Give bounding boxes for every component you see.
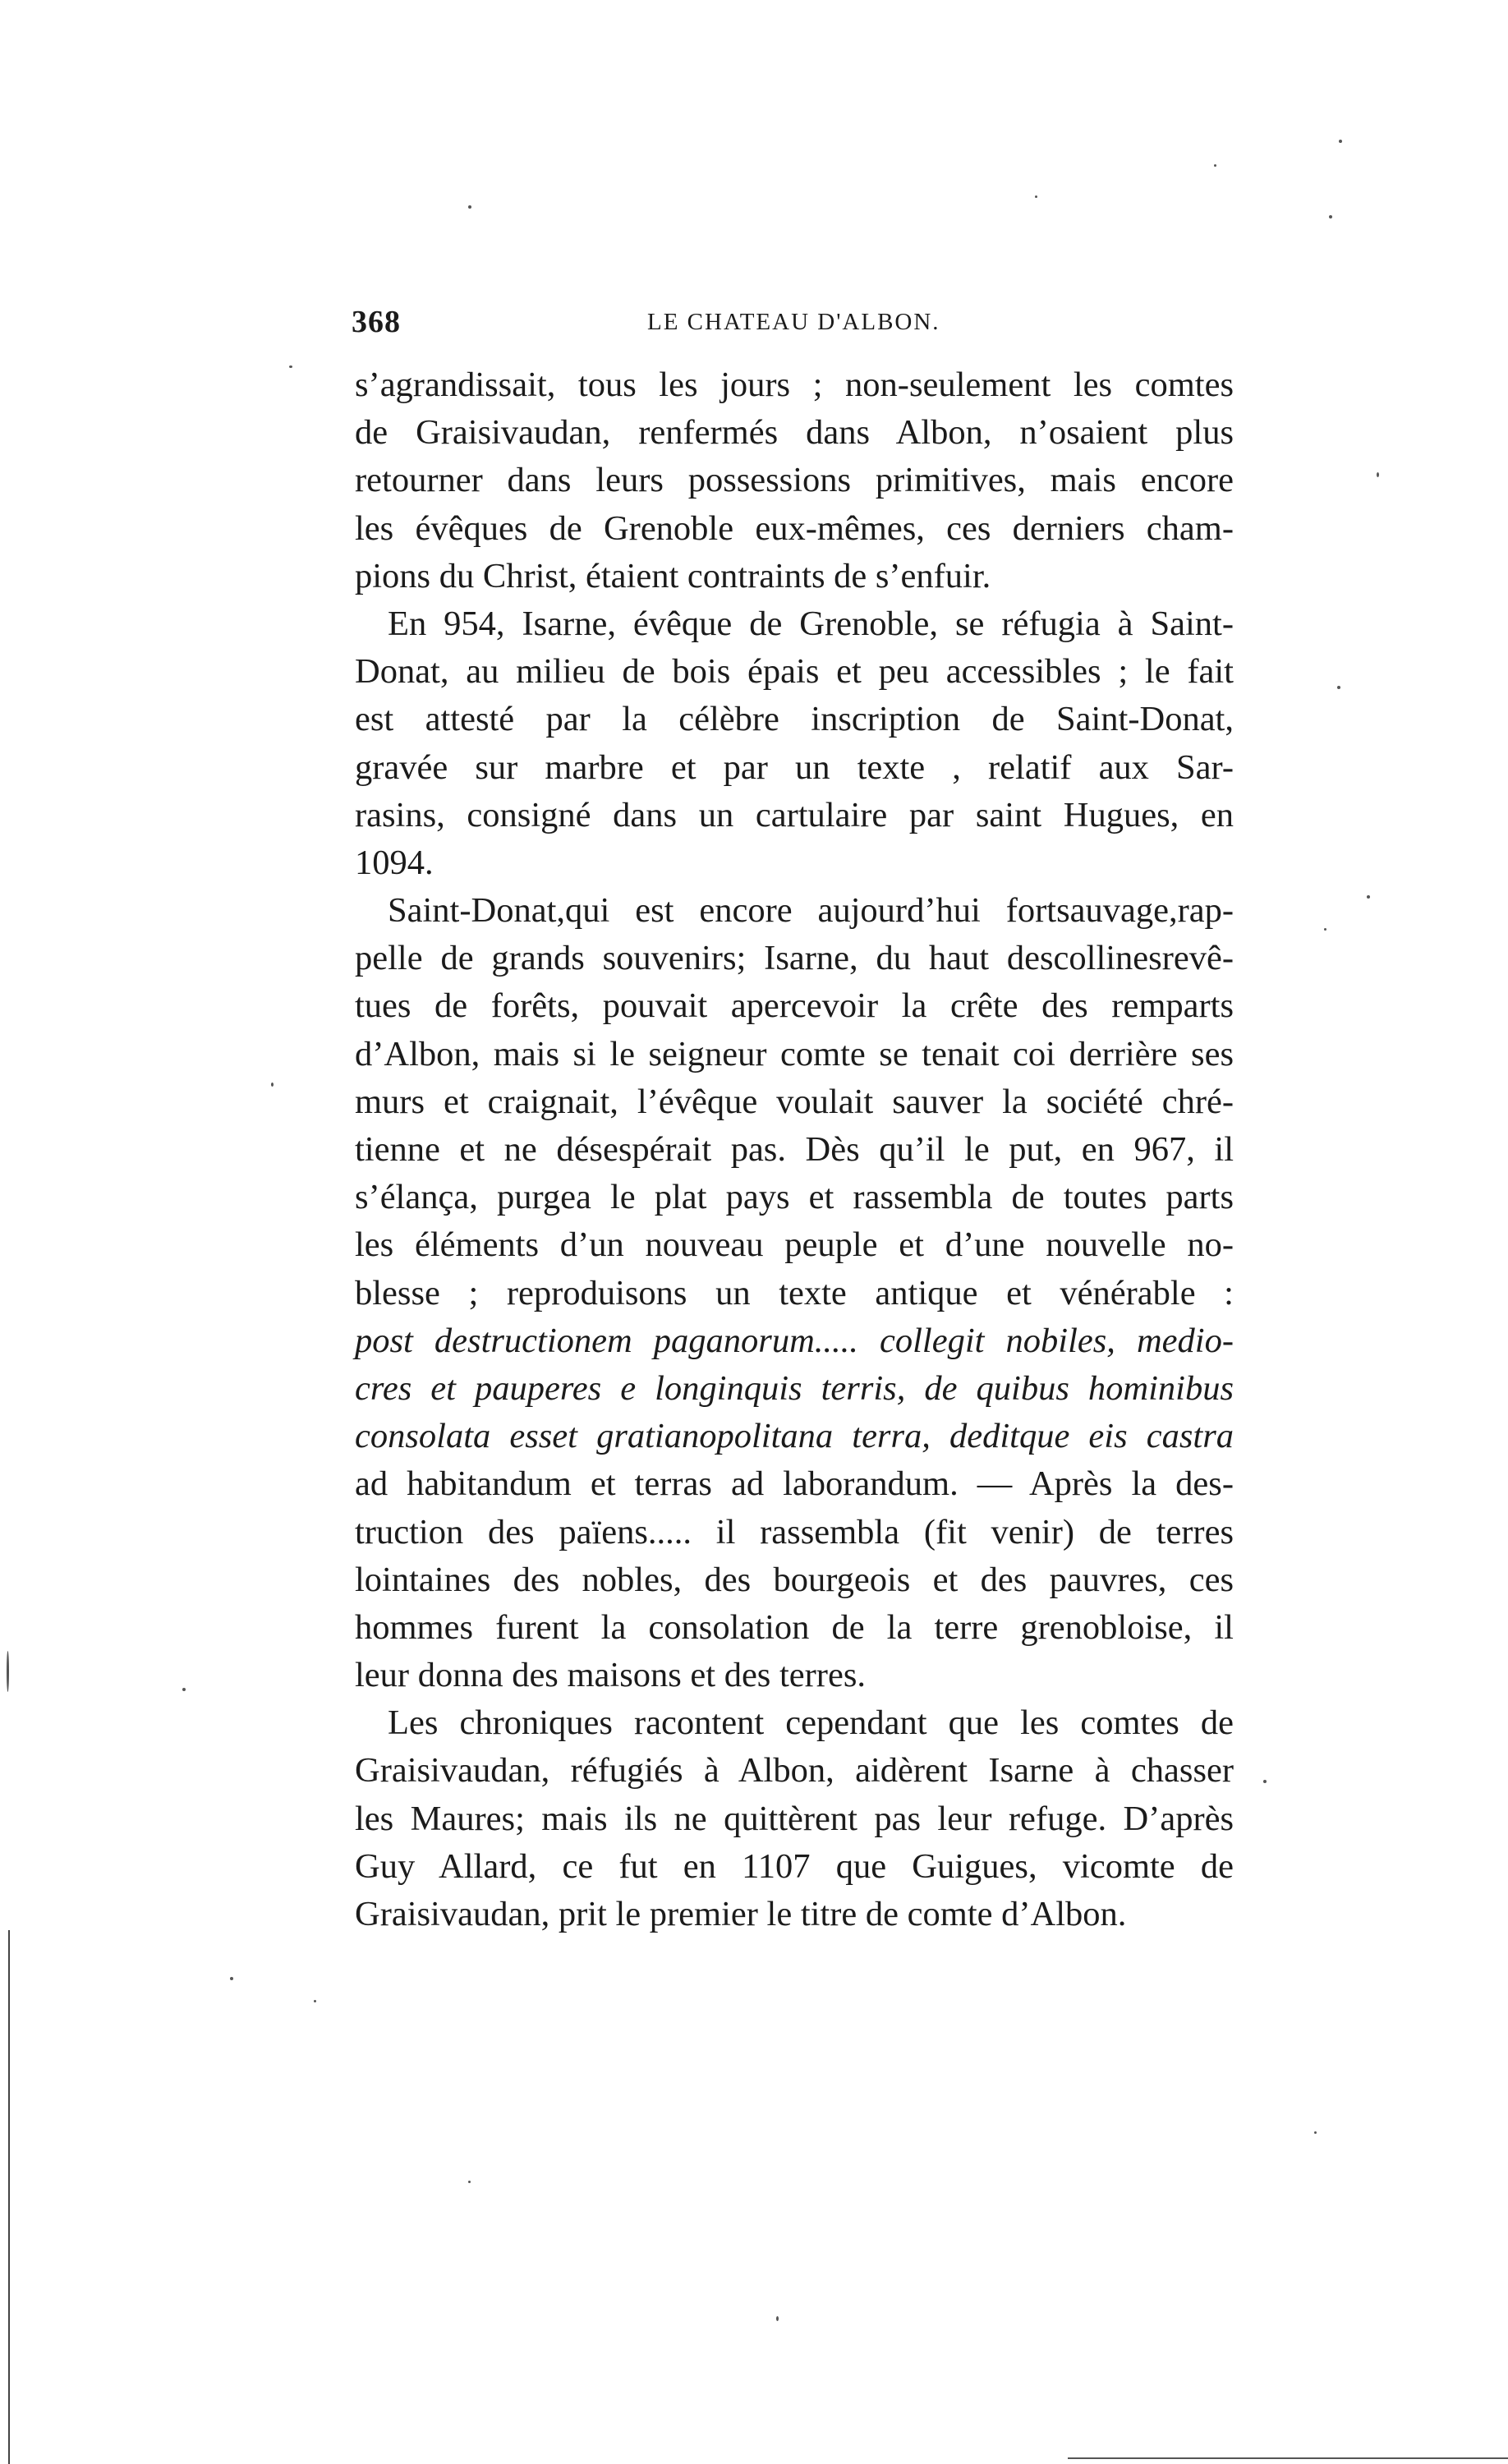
text-line: pelle de grands souvenirs; Isarne, du haut descollinesrevê- <box>355 939 1234 978</box>
text-line: Saint-Donat,qui est encore aujourd’hui fortsauvage,rap- <box>388 891 1234 931</box>
text-line: rasins, consigné dans un cartulaire par saint Hugues, en <box>355 795 1234 834</box>
text-line: tienne et ne désespérait pas. Dès qu’il le put, en 967, il <box>355 1130 1234 1169</box>
page-header <box>352 304 1222 345</box>
text-line: Guy Allard, ce fut en 1107 que Guigues, vicomte de <box>355 1846 1234 1886</box>
text-line: leur donna des maisons et des terres. <box>355 1656 866 1695</box>
scan-edge-line <box>8 1930 10 2464</box>
text-line: ad habitandum et terras ad laborandum. — Après la des- <box>355 1464 1234 1504</box>
text-line: les éléments d’un nouveau peuple et d’une nouvelle no- <box>355 1225 1234 1265</box>
text-line: pions du Christ, étaient contraints de s’enfuir. <box>355 556 991 595</box>
latin-quote-line: consolata esset gratianopolitana terra, deditque eis castra <box>355 1417 1234 1456</box>
latin-quote-line: post destructionem paganorum..... collegit nobiles, medio- <box>355 1321 1234 1360</box>
text-line: s’élança, purgea le plat pays et rassembla de toutes parts <box>355 1178 1234 1217</box>
text-line: de Graisivaudan, renfermés dans Albon, n’osaient plus <box>355 413 1234 453</box>
text-line: est attesté par la célèbre inscription de Saint-Donat, <box>355 700 1234 739</box>
text-line: Les chroniques racontent cependant que les comtes de <box>388 1703 1234 1743</box>
text-line: d’Albon, mais si le seigneur comte se tenait coi derrière ses <box>355 1034 1234 1073</box>
body-text <box>355 361 1234 1938</box>
text-line: Donat, au milieu de bois épais et peu accessibles ; le fait <box>355 652 1234 692</box>
text-line: lointaines des nobles, des bourgeois et des pauvres, ces <box>355 1560 1234 1599</box>
scan-edge-line <box>1068 2457 1508 2459</box>
text-line: Graisivaudan, réfugiés à Albon, aidèrent Isarne à chasser <box>355 1751 1234 1791</box>
running-title: LE CHATEAU D'ALBON. <box>647 309 940 335</box>
text-line: truction des païens..... il rassembla (fit venir) de terres <box>355 1512 1234 1551</box>
text-line: En 954, Isarne, évêque de Grenoble, se réfugia à Saint- <box>388 604 1234 643</box>
text-line: retourner dans leurs possessions primitives, mais encore <box>355 461 1234 500</box>
text-line: Graisivaudan, prit le premier le titre de comte d’Albon. <box>355 1895 1127 1933</box>
text-line: murs et craignait, l’évêque voulait sauver la société chré- <box>355 1082 1234 1121</box>
text-line: blesse ; reproduisons un texte antique et vénérable : <box>355 1273 1234 1312</box>
page-number: 368 <box>352 305 401 339</box>
text-line: hommes furent la consolation de la terre grenobloise, il <box>355 1607 1234 1647</box>
text-line: les Maures; mais ils ne quittèrent pas leur refuge. D’après <box>355 1799 1234 1838</box>
text-line: tues de forêts, pouvait apercevoir la crête des remparts <box>355 986 1234 1026</box>
latin-quote-line: cres et pauperes e longinquis terris, de quibus hominibus <box>355 1368 1234 1408</box>
text-line: les évêques de Grenoble eux-mêmes, ces derniers cham- <box>355 508 1234 548</box>
text-line: gravée sur marbre et par un texte , relatif aux Sar- <box>355 747 1234 787</box>
text-line: s’agrandissait, tous les jours ; non-seulement les comtes <box>355 365 1234 404</box>
text-line: 1094. <box>355 843 434 882</box>
